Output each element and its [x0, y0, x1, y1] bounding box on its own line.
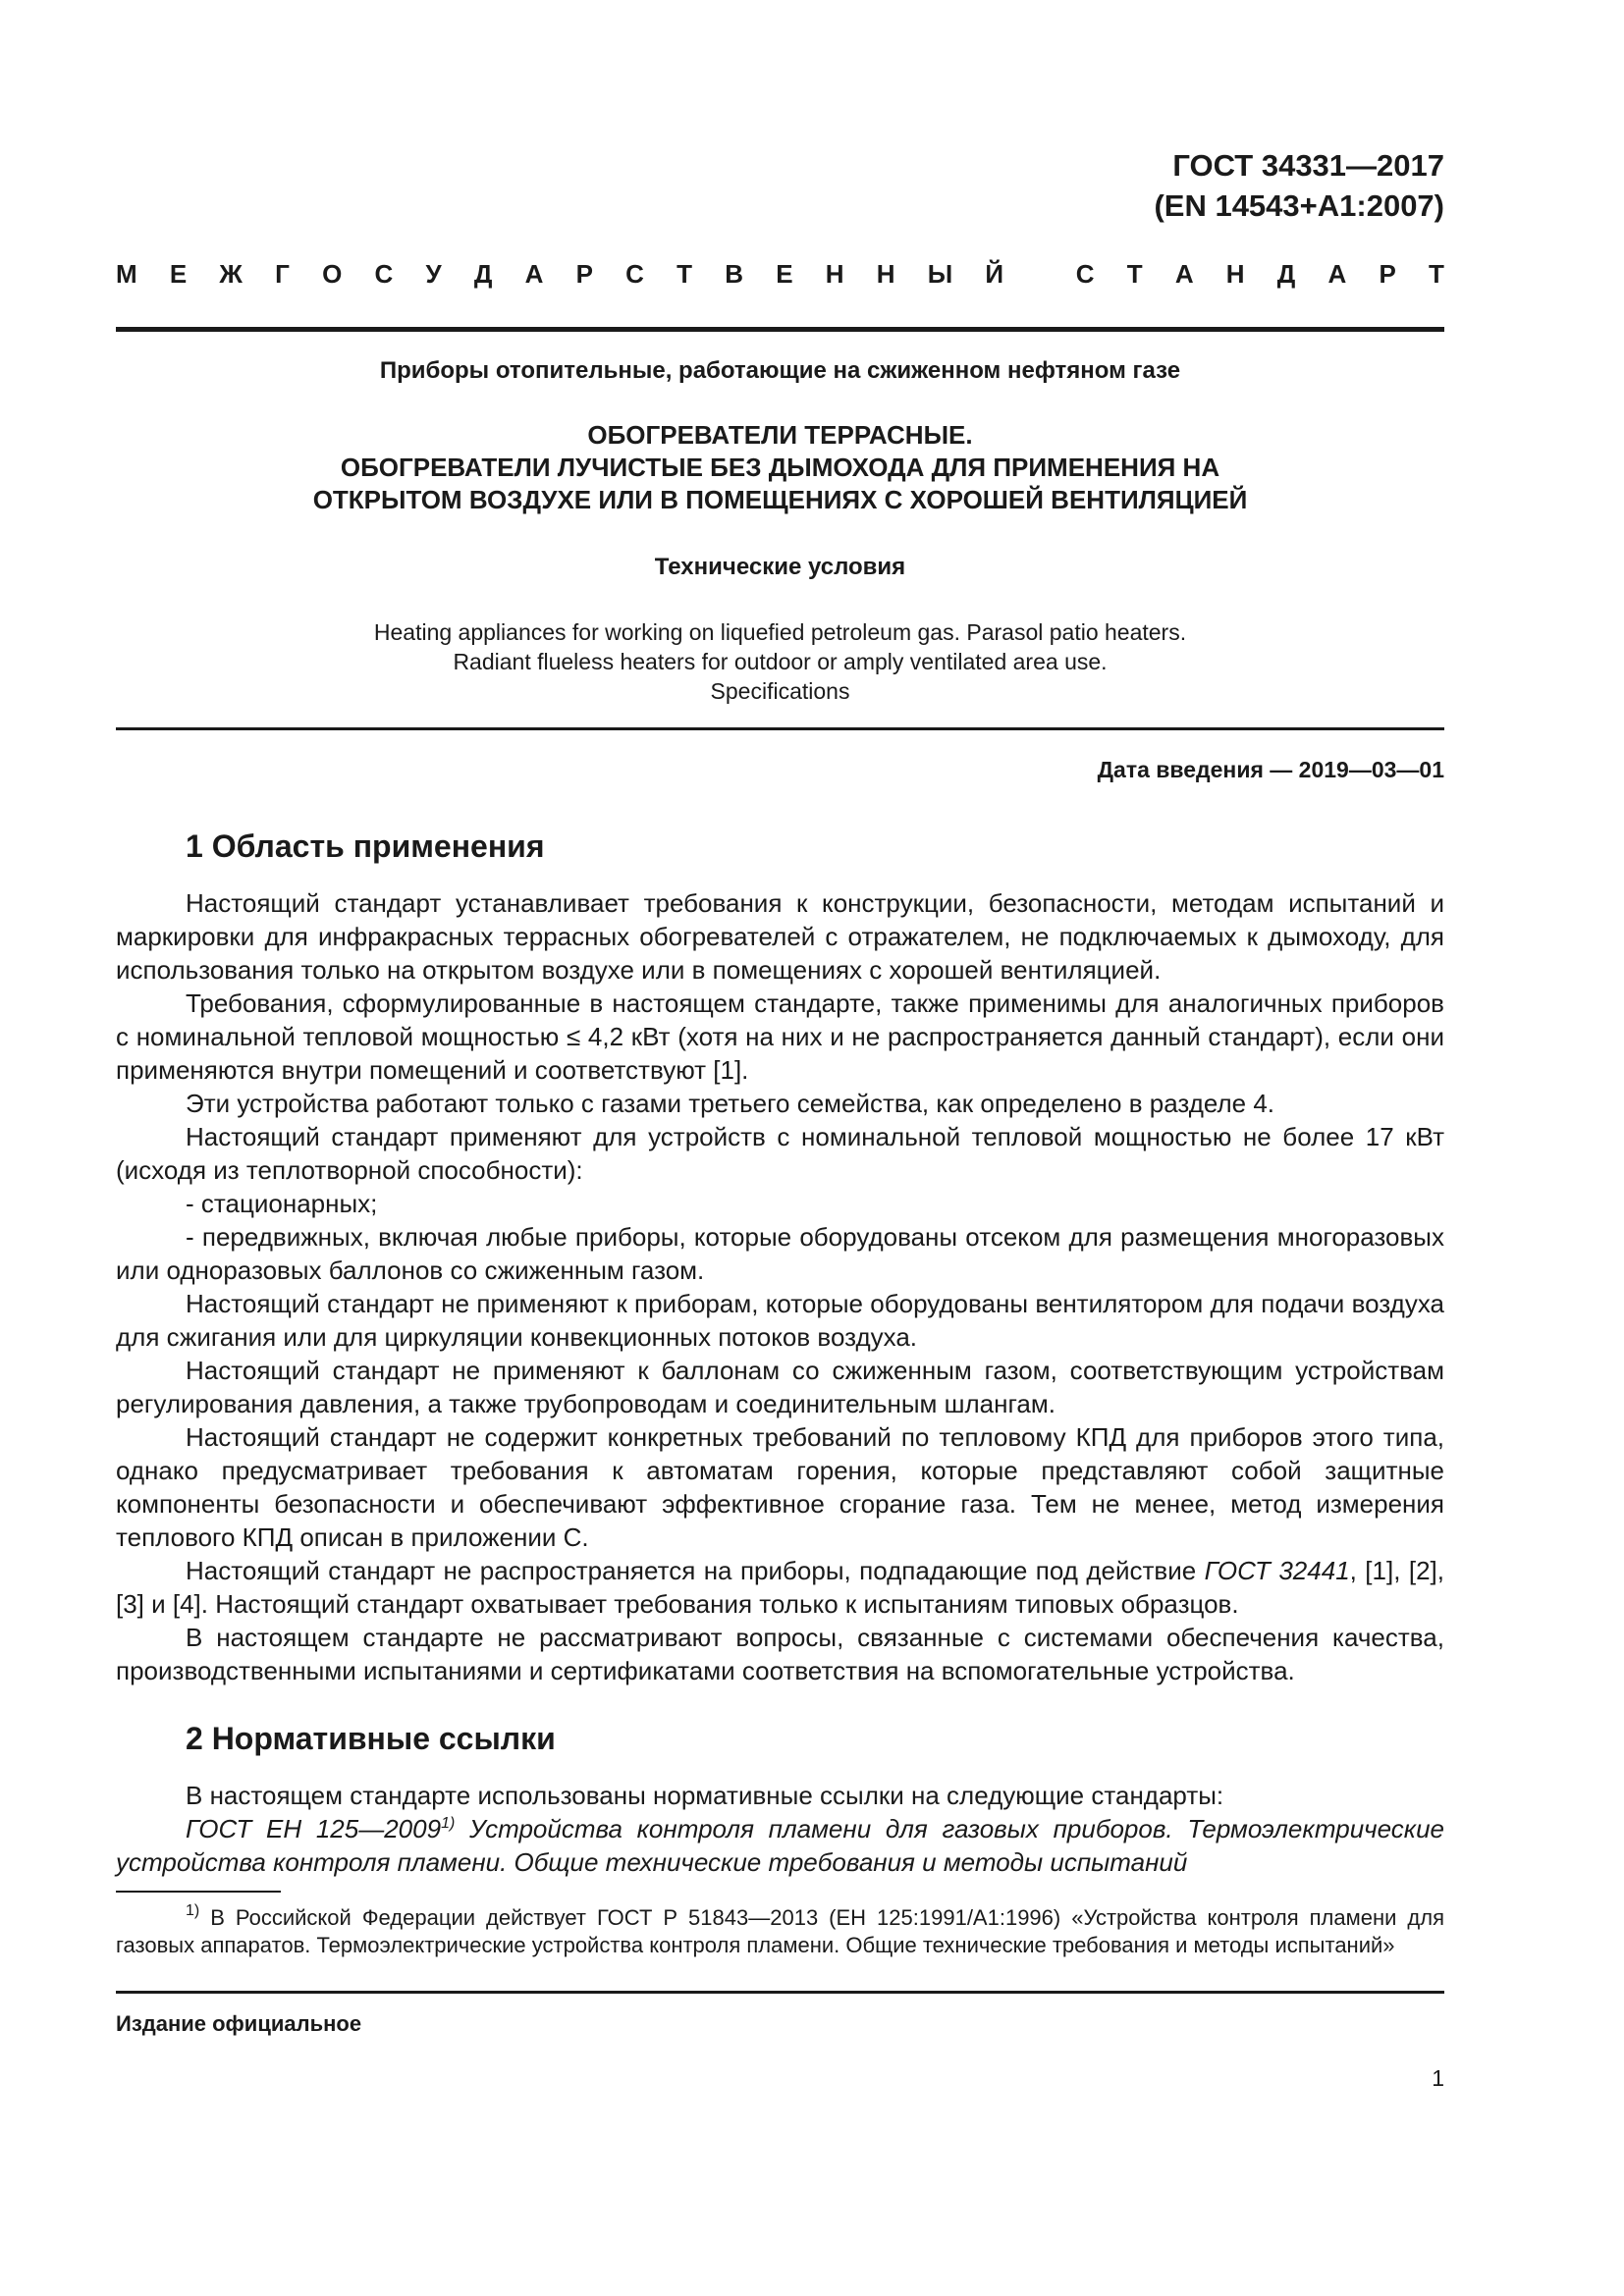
- interstate-standard-heading: [116, 257, 1444, 291]
- section-2-body: [116, 1779, 1444, 1879]
- introduction-date: Дата введения — 2019—03—01: [1097, 757, 1444, 782]
- footnote-separator: [116, 1891, 281, 1893]
- heading-letter: С: [374, 259, 394, 289]
- english-title-line: Specifications: [710, 678, 850, 704]
- header-rule: [116, 327, 1444, 332]
- paragraph: В настоящем стандарте не рассматривают вопросы, связанные с системами обеспечения качества, производственными испытаниями и сертификатами соответствия на вспомогательные устройства.: [116, 1623, 1444, 1685]
- heading-letter: С: [1075, 259, 1095, 289]
- heading-letter: Д: [1276, 259, 1296, 289]
- heading-letter: М: [116, 259, 137, 289]
- heading-letter: Р: [1379, 259, 1396, 289]
- heading-letter: Т: [1126, 259, 1143, 289]
- standard-designation: [1154, 145, 1444, 226]
- footnote-mark: 1): [441, 1815, 456, 1832]
- normative-reference: [116, 1812, 1444, 1879]
- heading-letter: Р: [575, 259, 593, 289]
- section-1-body: [116, 886, 1444, 1687]
- footnote: [116, 1904, 1444, 1959]
- paragraph: Настоящий стандарт применяют для устройств с номинальной тепловой мощностью не более 17 кВт (исходя из теплотворной способности):: [116, 1122, 1444, 1185]
- paragraph: Требования, сформулированные в настоящем стандарте, также применимы для аналогичных приборов с номинальной тепловой мощностью ≤ 4,2 кВт (хотя на них и не распространяется данный стандарт), если они применяются внутри помещений и соответствуют [1].: [116, 988, 1444, 1085]
- heading-letter: А: [1327, 259, 1347, 289]
- heading-letter: Н: [825, 259, 844, 289]
- heading-letter: Т: [1429, 259, 1444, 289]
- main-title-line: ОБОГРЕВАТЕЛИ ТЕРРАСНЫЕ.: [587, 420, 973, 450]
- main-title-line: ОБОГРЕВАТЕЛИ ЛУЧИСТЫЕ БЕЗ ДЫМОХОДА ДЛЯ ПРИМЕНЕНИЯ НА: [340, 453, 1220, 482]
- standard-kind: Технические условия: [654, 554, 906, 580]
- main-title-line: ОТКРЫТОМ ВОЗДУХЕ ИЛИ В ПОМЕЩЕНИЯХ С ХОРОШЕЙ ВЕНТИЛЯЦИЕЙ: [312, 485, 1248, 514]
- paragraph: Эти устройства работают только с газами третьего семейства, как определено в разделе 4.: [186, 1089, 1275, 1118]
- word-gap: [1036, 257, 1043, 291]
- heading-letter: Н: [1225, 259, 1245, 289]
- reference-title: Устройства контроля пламени для газовых приборов. Термоэлектрические устройства контроля пламени. Общие технические требования и методы испытаний: [116, 1814, 1444, 1877]
- section-2-title: 2 Нормативные ссылки: [186, 1721, 556, 1756]
- heading-letter: С: [625, 259, 644, 289]
- english-title: [116, 617, 1444, 706]
- heading-letter: Ж: [219, 259, 243, 289]
- heading-letter: Ы: [927, 259, 953, 289]
- paragraph: Настоящий стандарт не применяют к приборам, которые оборудованы вентилятором для подачи воздуха для сжигания или для циркуляции конвекционных потоков воздуха.: [116, 1289, 1444, 1352]
- list-item: - передвижных, включая любые приборы, которые оборудованы отсеком для размещения многоразовых или одноразовых баллонов со сжиженным газом.: [116, 1222, 1444, 1285]
- list-item: - стационарных;: [186, 1189, 378, 1218]
- paragraph: Настоящий стандарт устанавливает требования к конструкции, безопасности, методам испытаний и маркировки для инфракрасных террасных обогревателей с отражателем, не подключаемых к дымоходу, для использования только на открытом воздухе или в помещениях с хорошей вентиляцией.: [116, 888, 1444, 985]
- footnote-text: В Российской Федерации действует ГОСТ Р 51843—2013 (ЕН 125:1991/А1:1996) «Устройства контроля пламени для газовых аппаратов. Термоэлектрические устройства контроля пламени. Общие технические требования и методы испытаний»: [116, 1905, 1444, 1957]
- english-title-line: Radiant flueless heaters for outdoor or amply ventilated area use.: [453, 649, 1108, 674]
- paragraph-text: Настоящий стандарт не распространяется на приборы, подпадающие под действие: [186, 1556, 1197, 1585]
- edition-label: Издание официальное: [116, 2011, 362, 2036]
- footnote-mark: 1): [186, 1902, 200, 1919]
- reference-code: ГОСТ ЕН 125—2009: [186, 1814, 442, 1843]
- paragraph: Настоящий стандарт не содержит конкретных требований по тепловому КПД для приборов этого типа, однако предусматривает требования к автоматам горения, которые представляют собой защитные компоненты безопасности и обеспечивают эффективное сгорание газа. Тем не менее, метод измерения теплового КПД описан в приложении С.: [116, 1422, 1444, 1552]
- paragraph-text: , [1], [2], [3] и [4]. Настоящий стандарт охватывает требования только к испытаниям типовых образцов.: [116, 1556, 1444, 1619]
- heading-letter: О: [322, 259, 343, 289]
- heading-letter: Д: [473, 259, 493, 289]
- standard-group-title: Приборы отопительные, работающие на сжиженном нефтяном газе: [379, 357, 1181, 384]
- heading-letter: Е: [169, 259, 188, 289]
- standard-main-title: [116, 419, 1444, 516]
- english-title-line: Heating appliances for working on liquefied petroleum gas. Parasol patio heaters.: [373, 619, 1187, 645]
- section-1-title: 1 Область применения: [186, 828, 545, 864]
- standard-number: ГОСТ 34331—2017: [1172, 148, 1444, 183]
- heading-letter: А: [524, 259, 544, 289]
- heading-letter: А: [1174, 259, 1194, 289]
- heading-letter: У: [425, 259, 442, 289]
- paragraph: [116, 1554, 1444, 1621]
- standard-reference: ГОСТ 32441: [1204, 1556, 1350, 1585]
- paragraph: В настоящем стандарте использованы нормативные ссылки на следующие стандарты:: [186, 1781, 1224, 1810]
- footer-rule: [116, 1991, 1444, 1994]
- title-rule: [116, 727, 1444, 730]
- standard-equivalent: (EN 14543+A1:2007): [1154, 188, 1444, 223]
- paragraph: Настоящий стандарт не применяют к баллонам со сжиженным газом, соответствующим устройствам регулирования давления, а также трубопроводам и соединительным шлангам.: [116, 1356, 1444, 1418]
- heading-letter: Н: [876, 259, 895, 289]
- heading-letter: В: [725, 259, 744, 289]
- heading-letter: Т: [677, 259, 693, 289]
- page-number: 1: [1432, 2065, 1444, 2091]
- heading-letter: Г: [275, 259, 290, 289]
- heading-letter: Е: [776, 259, 793, 289]
- heading-letter: Й: [985, 259, 1004, 289]
